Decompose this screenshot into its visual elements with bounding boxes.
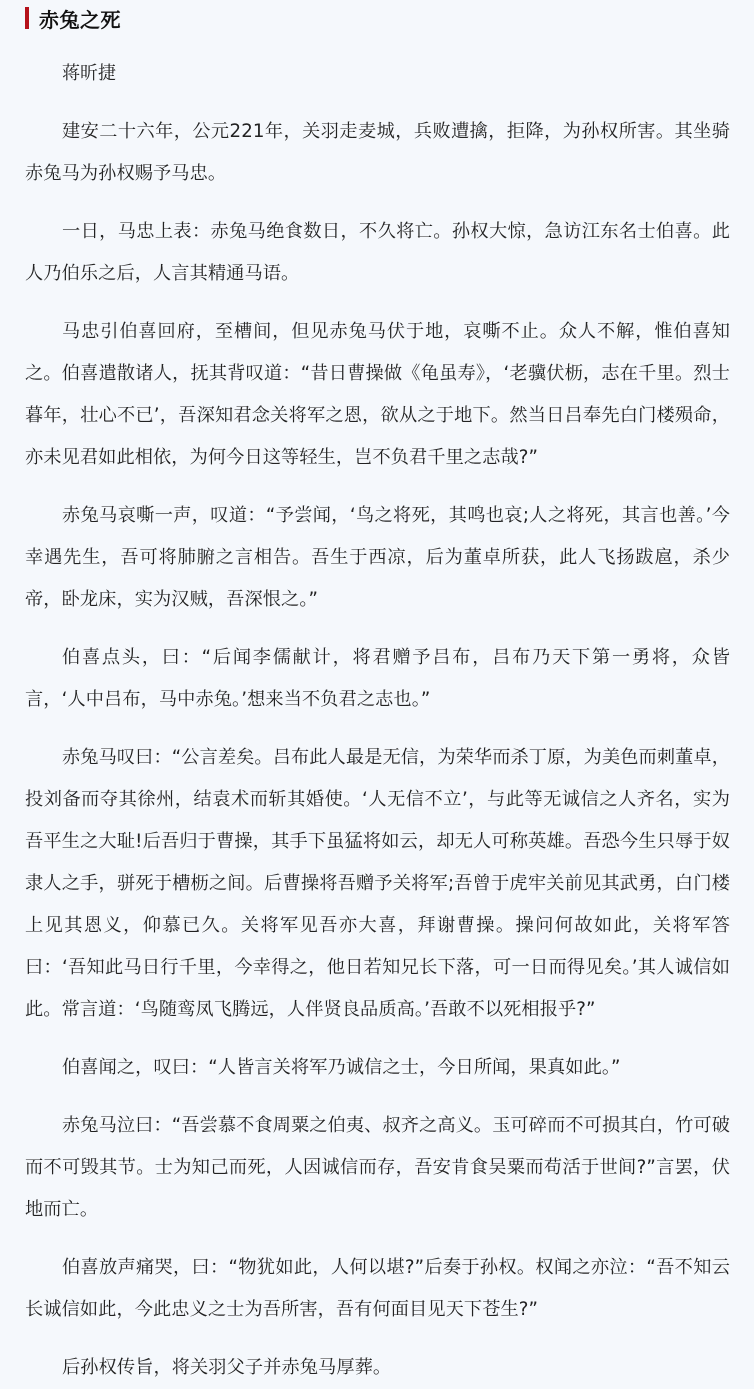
paragraph: 伯喜闻之，叹曰：“人皆言关将军乃诚信之士，今日所闻，果真如此。” bbox=[62, 1057, 621, 1078]
paragraph: 一日，马忠上表：赤兔马绝食数日，不久将亡。孙权大惊，急访江东名士伯喜。此人乃伯乐之后，人言其精通马语。 bbox=[25, 221, 730, 284]
paragraph: 赤兔马泣曰：“吾尝慕不食周粟之伯夷、叔齐之高义。玉可碎而不可损其白，竹可破而不可毁其节。士为知己而死，人因诚信而存，吾安肯食吴粟而苟活于世间?”言罢，伏地而亡。 bbox=[25, 1115, 730, 1220]
paragraph: 马忠引伯喜回府，至槽间，但见赤兔马伏于地，哀嘶不止。众人不解，惟伯喜知之。伯喜遣散诸人，抚其背叹道：“昔日曹操做《龟虽寿》，‘老骥伏枥，志在千里。烈士暮年，壮心不已’，吾深知君念关将军之恩，欲从之于地下。然当日吕奉先白门楼殒命，亦未见君如此相依，为何今日这等轻生，岂不负君千里之志哉?” bbox=[25, 321, 730, 468]
paragraph: 赤兔马哀嘶一声，叹道：“予尝闻，‘鸟之将死，其鸣也哀;人之将死，其言也善。’今幸遇先生，吾可将肺腑之言相告。吾生于西凉，后为董卓所获，此人飞扬跋扈，杀少帝，卧龙床，实为汉贼，吾深恨之。” bbox=[25, 505, 730, 610]
paragraph: 建安二十六年，公元221年，关羽走麦城，兵败遭擒，拒降，为孙权所害。其坐骑赤兔马为孙权赐予马忠。 bbox=[25, 121, 730, 184]
paragraph: 后孙权传旨，将关羽父子并赤兔马厚葬。 bbox=[62, 1357, 392, 1378]
paragraph: 伯喜点头，曰：“后闻李儒献计，将君赠予吕布，吕布乃天下第一勇将，众皆言，‘人中吕布，马中赤兔。’想来当不负君之志也。” bbox=[25, 647, 730, 710]
article-title: 赤兔之死 bbox=[39, 7, 121, 32]
title-row bbox=[25, 0, 730, 36]
paragraph: 伯喜放声痛哭，曰：“物犹如此，人何以堪?”后奏于孙权。权闻之亦泣：“吾不知云长诚信如此，今此忠义之士为吾所害，吾有何面目见天下苍生?” bbox=[25, 1257, 730, 1320]
paragraph: 赤兔马叹曰：“公言差矣。吕布此人最是无信，为荣华而杀丁原，为美色而刺董卓，投刘备而夺其徐州，结袁术而斩其婚使。‘人无信不立’，与此等无诚信之人齐名，实为吾平生之大耻!后吾归于曹操，其手下虽猛将如云，却无人可称英雄。吾恐今生只辱于奴隶人之手，骈死于槽枥之间。后曹操将吾赠予关将军;吾曾于虎牢关前见其武勇，白门楼上见其恩义，仰慕已久。关将军见吾亦大喜，拜谢曹操。操问何故如此，关将军答曰：‘吾知此马日行千里，今幸得之，他日若知兄长下落，可一日而得见矣。’其人诚信如此。常言道：‘鸟随鸾凤飞腾远，人伴贤良品质高。’吾敢不以死相报乎?” bbox=[25, 747, 730, 1020]
article-author: 蒋昕捷 bbox=[62, 63, 116, 84]
title-accent-bar bbox=[25, 7, 29, 29]
